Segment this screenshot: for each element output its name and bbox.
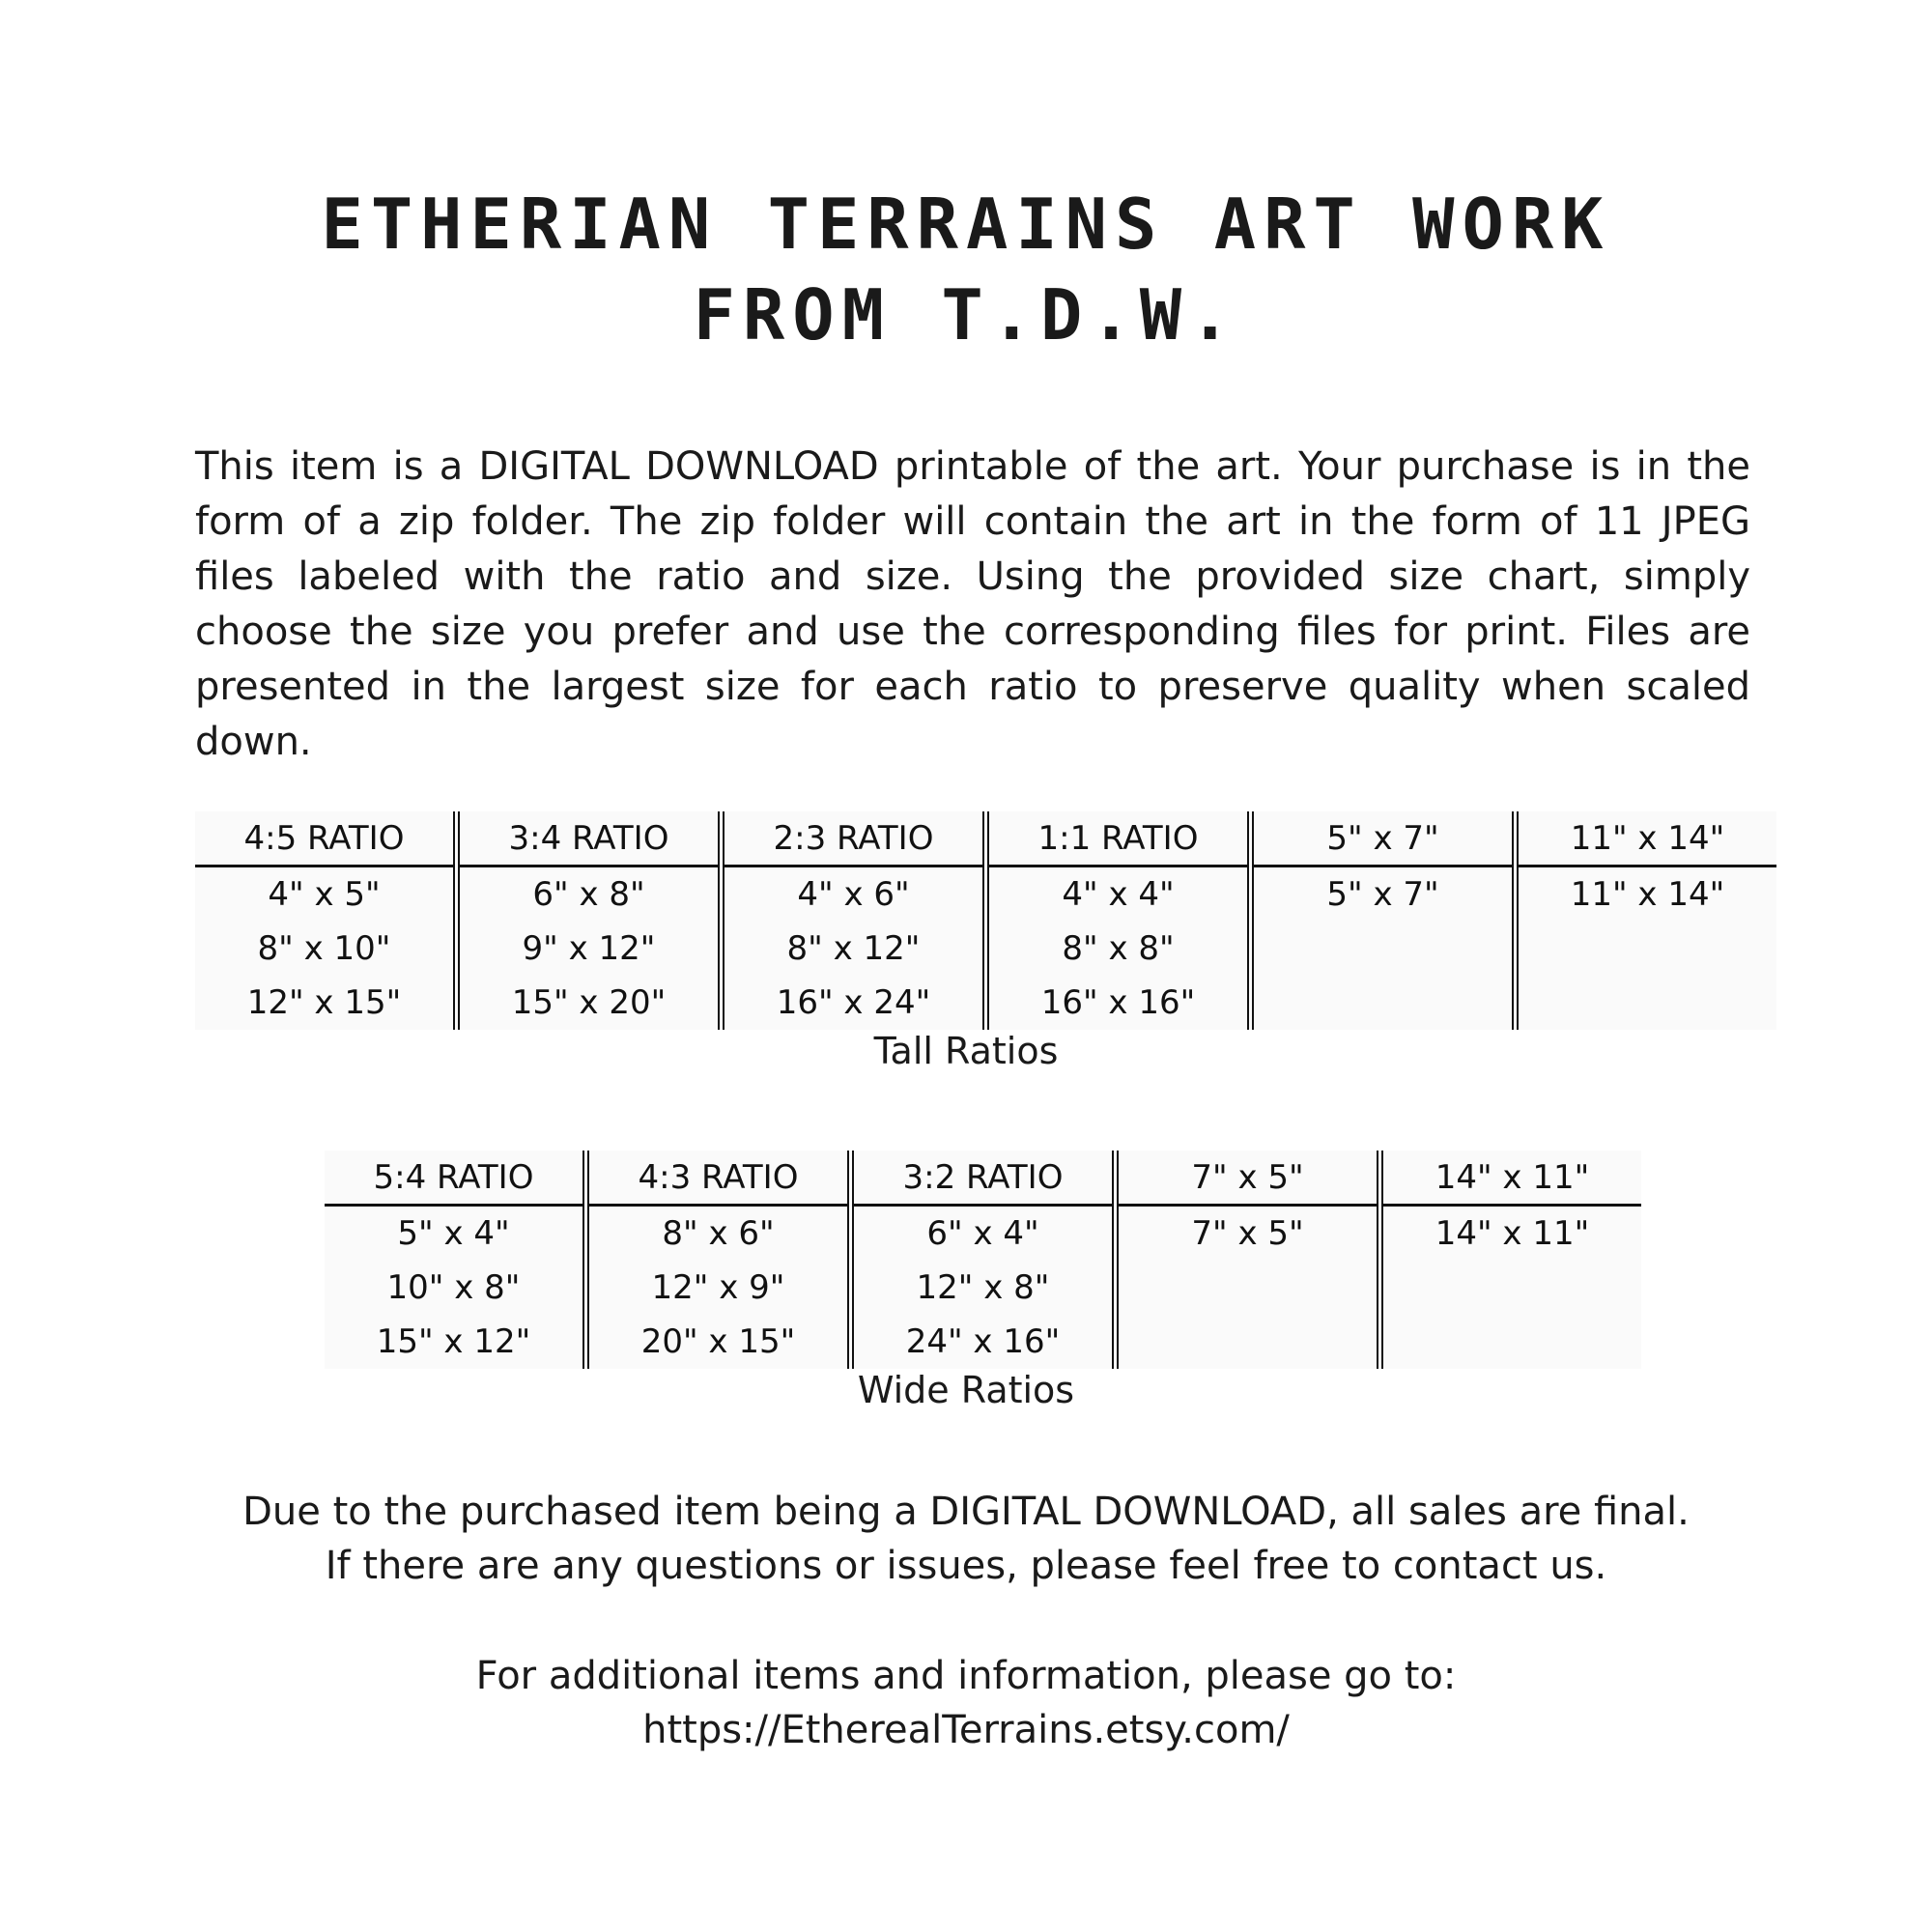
table-cell: 4" x 4" — [986, 867, 1251, 923]
table-cell: 8" x 8" — [986, 922, 1251, 976]
table-cell: 6" x 8" — [457, 867, 722, 923]
table-cell — [1380, 1261, 1642, 1315]
table-cell: 15" x 20" — [457, 976, 722, 1030]
title-line-2: FROM T.D.W. — [693, 274, 1239, 355]
table-row — [325, 1315, 1641, 1369]
column-header: 14" x 11" — [1380, 1151, 1642, 1206]
table-row — [195, 976, 1776, 1030]
table-cell — [1251, 922, 1516, 976]
table-cell — [1516, 922, 1777, 976]
table-cell: 12" x 15" — [246, 983, 402, 1022]
table-cell: 8" x 10" — [257, 929, 391, 968]
wide-ratios-table — [325, 1151, 1641, 1369]
column-header: 7" x 5" — [1116, 1151, 1380, 1206]
table-cell: 24" x 16" — [851, 1315, 1116, 1369]
tall-ratios-caption: Tall Ratios — [873, 1030, 1059, 1072]
column-header: 1:1 RATIO — [986, 811, 1251, 867]
sales-final-line: Due to the purchased item being a DIGITAL DOWNLOAD, all sales are final. — [242, 1490, 1690, 1534]
table-cell — [1251, 976, 1516, 1030]
table-cell: 12" x 8" — [851, 1261, 1116, 1315]
table-cell: 14" x 11" — [1380, 1206, 1642, 1262]
contact-line: If there are any questions or issues, please feel free to contact us. — [325, 1544, 1607, 1588]
tall-ratios-table — [195, 811, 1776, 1030]
shop-url-link[interactable]: https://EtherealTerrains.etsy.com/ — [642, 1708, 1290, 1752]
table-cell: 15" x 12" — [376, 1322, 531, 1361]
wide-ratios-caption: Wide Ratios — [857, 1369, 1075, 1411]
table-row — [325, 1261, 1641, 1315]
table-cell: 10" x 8" — [386, 1268, 521, 1307]
table-cell: 8" x 6" — [586, 1206, 851, 1262]
intro-paragraph: This item is a DIGITAL DOWNLOAD printable of the art. Your purchase is in the form of a zip folder. The zip folder will contain the art in the form of 11 JPEG files labeled with the ratio and size. Using the provided size chart, simply choose the size you prefer and use the corresponding files for print. Files are presented in the largest size for each ratio to preserve quality when scaled down. — [195, 444, 1750, 764]
table-cell — [1516, 976, 1777, 1030]
table-cell: 8" x 12" — [722, 922, 986, 976]
table-cell: 4" x 6" — [722, 867, 986, 923]
table-header-row — [195, 811, 1776, 867]
column-header: 11" x 14" — [1516, 811, 1777, 867]
column-header: 3:4 RATIO — [457, 811, 722, 867]
column-header: 4:3 RATIO — [586, 1151, 851, 1206]
table-row — [195, 922, 1776, 976]
title-line-1: ETHERIAN TERRAINS ART WORK — [321, 184, 1611, 265]
column-header: 5" x 7" — [1251, 811, 1516, 867]
table-cell — [1116, 1315, 1380, 1369]
table-row — [195, 867, 1776, 923]
column-header: 3:2 RATIO — [851, 1151, 1116, 1206]
table-cell: 16" x 16" — [986, 976, 1251, 1030]
sales-final-notice — [0, 1485, 1932, 1593]
table-cell: 6" x 4" — [851, 1206, 1116, 1262]
table-cell: 9" x 12" — [457, 922, 722, 976]
more-info-notice — [0, 1649, 1932, 1757]
table-cell: 20" x 15" — [586, 1315, 851, 1369]
table-cell: 5" x 7" — [1251, 867, 1516, 923]
table-cell: 5" x 4" — [397, 1214, 510, 1253]
page-title — [0, 179, 1932, 360]
table-cell — [1116, 1261, 1380, 1315]
table-cell: 11" x 14" — [1516, 867, 1777, 923]
table-header-row — [325, 1151, 1641, 1206]
column-header: 2:3 RATIO — [722, 811, 986, 867]
more-info-line: For additional items and information, please go to: — [475, 1654, 1457, 1698]
column-header: 4:5 RATIO — [195, 811, 457, 867]
table-row — [325, 1206, 1641, 1262]
column-header: 5:4 RATIO — [325, 1151, 586, 1206]
table-cell — [1380, 1315, 1642, 1369]
table-cell: 16" x 24" — [722, 976, 986, 1030]
table-cell: 4" x 5" — [268, 875, 381, 914]
table-cell: 12" x 9" — [586, 1261, 851, 1315]
table-cell: 7" x 5" — [1116, 1206, 1380, 1262]
